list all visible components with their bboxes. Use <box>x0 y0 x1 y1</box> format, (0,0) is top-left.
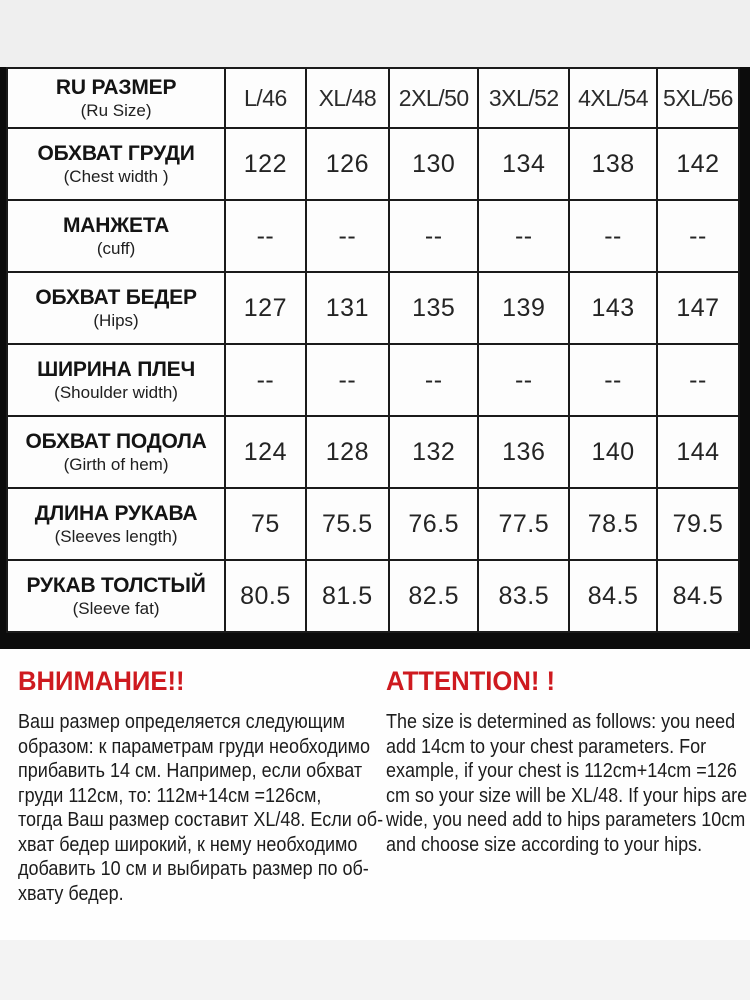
row-label-title: МАНЖЕТА <box>63 213 170 237</box>
table-row <box>7 344 739 416</box>
note-line: хват бедер широкий, к нему необходимо <box>18 833 358 856</box>
table-row <box>7 128 739 200</box>
value-cell: 76.5 <box>389 488 478 560</box>
row-label-cell <box>7 560 225 632</box>
value-cell: 124 <box>225 416 306 488</box>
value-cell: -- <box>225 344 306 416</box>
note-line: and choose size according to your hips. <box>386 833 703 856</box>
value-cell: -- <box>306 344 389 416</box>
value-cell: 126 <box>306 128 389 200</box>
value-cell: 138 <box>569 128 657 200</box>
note-line: The size is determined as follows: you need <box>386 711 736 733</box>
value-cell: 134 <box>478 128 569 200</box>
row-label-title: ШИРИНА ПЛЕЧ <box>37 357 195 381</box>
value-cell: 130 <box>389 128 478 200</box>
note-line: Ваш размер определяется следующим <box>18 711 346 733</box>
value-cell: 131 <box>306 272 389 344</box>
row-label-cell <box>7 200 225 272</box>
value-cell: -- <box>389 200 478 272</box>
value-cell: 79.5 <box>657 488 739 560</box>
row-label-title: ОБХВАТ ГРУДИ <box>37 141 195 165</box>
value-cell: 81.5 <box>306 560 389 632</box>
value-cell: 77.5 <box>478 488 569 560</box>
value-cell: 80.5 <box>225 560 306 632</box>
value-cell: -- <box>478 200 569 272</box>
value-cell: 83.5 <box>478 560 569 632</box>
table-row <box>7 488 739 560</box>
row-label-subtitle: (Sleeves length) <box>54 526 178 546</box>
row-label-cell <box>7 344 225 416</box>
value-cell: 84.5 <box>569 560 657 632</box>
value-cell: 147 <box>657 272 739 344</box>
row-label-subtitle: (Shoulder width) <box>54 382 178 402</box>
note-line: добавить 10 см и выбирать размер по об- <box>18 858 369 880</box>
row-label-subtitle: (Hips) <box>93 310 139 330</box>
table-row <box>7 200 739 272</box>
row-label-title: ОБХВАТ БЕДЕР <box>35 285 197 309</box>
corner-header-cell <box>7 68 225 128</box>
note-line: образом: к параметрам груди необходимо <box>18 735 371 758</box>
size-table-frame <box>0 67 750 649</box>
value-cell: -- <box>478 344 569 416</box>
row-label-subtitle: (Sleeve fat) <box>72 598 160 618</box>
value-cell: 136 <box>478 416 569 488</box>
value-cell: 82.5 <box>389 560 478 632</box>
row-label-cell <box>7 488 225 560</box>
russian-note-heading: ВНИМАНИЕ!! <box>18 666 185 696</box>
corner-header-title: RU РАЗМЕР <box>55 75 177 99</box>
row-label-title: ДЛИНА РУКАВА <box>34 501 198 525</box>
row-label-title: РУКАВ ТОЛСТЫЙ <box>26 573 206 597</box>
russian-note-text <box>18 710 384 906</box>
value-cell: 143 <box>569 272 657 344</box>
size-table-body <box>7 128 739 632</box>
row-label-subtitle: (Chest width ) <box>63 166 169 186</box>
corner-header-subtitle: (Ru Size) <box>80 100 152 120</box>
english-note-text <box>386 710 750 857</box>
note-line: тогда Ваш размер составит XL/48. Если об- <box>18 809 384 831</box>
value-cell: -- <box>657 344 739 416</box>
value-cell: -- <box>569 344 657 416</box>
value-cell: -- <box>657 200 739 272</box>
value-cell: 122 <box>225 128 306 200</box>
size-column-header: L/46 <box>225 68 306 128</box>
note-line: cm so your size will be XL/48. If your hips are <box>386 784 748 807</box>
value-cell: 135 <box>389 272 478 344</box>
note-russian <box>18 666 384 906</box>
row-label-subtitle: (Girth of hem) <box>63 454 169 474</box>
table-row <box>7 560 739 632</box>
value-cell: 75.5 <box>306 488 389 560</box>
value-cell: 132 <box>389 416 478 488</box>
row-label-cell <box>7 272 225 344</box>
row-label-subtitle: (cuff) <box>96 238 136 258</box>
value-cell: 78.5 <box>569 488 657 560</box>
row-label-cell <box>7 416 225 488</box>
note-line: прибавить 14 см. Например, если обхват <box>18 760 363 782</box>
size-column-header: 2XL/50 <box>389 68 478 128</box>
size-column-header: 4XL/54 <box>569 68 657 128</box>
size-column-header: XL/48 <box>306 68 389 128</box>
value-cell: -- <box>389 344 478 416</box>
english-note-heading: ATTENTION! ! <box>386 666 556 696</box>
value-cell: -- <box>225 200 306 272</box>
value-cell: 84.5 <box>657 560 739 632</box>
note-line: груди 112см, то: 112м+14см =126см, <box>18 784 322 807</box>
row-label-cell <box>7 128 225 200</box>
note-english <box>370 666 750 857</box>
size-column-header: 3XL/52 <box>478 68 569 128</box>
row-label-title: ОБХВАТ ПОДОЛА <box>25 429 207 453</box>
value-cell: 140 <box>569 416 657 488</box>
size-table <box>6 67 740 633</box>
value-cell: 127 <box>225 272 306 344</box>
note-line: wide, you need add to hips parameters 10cm <box>386 809 746 831</box>
note-line: хвату бедер. <box>18 882 124 905</box>
size-column-header: 5XL/56 <box>657 68 739 128</box>
value-cell: -- <box>306 200 389 272</box>
value-cell: 144 <box>657 416 739 488</box>
top-strip <box>0 0 750 67</box>
table-row <box>7 416 739 488</box>
table-row <box>7 272 739 344</box>
value-cell: 75 <box>225 488 306 560</box>
value-cell: 128 <box>306 416 389 488</box>
header-row <box>7 68 739 128</box>
value-cell: -- <box>569 200 657 272</box>
value-cell: 142 <box>657 128 739 200</box>
value-cell: 139 <box>478 272 569 344</box>
bottom-strip <box>0 940 750 1000</box>
note-line: add 14cm to your chest parameters. For <box>386 735 707 758</box>
notes-section <box>0 649 750 940</box>
note-line: example, if your chest is 112cm+14cm =126 <box>386 760 737 782</box>
